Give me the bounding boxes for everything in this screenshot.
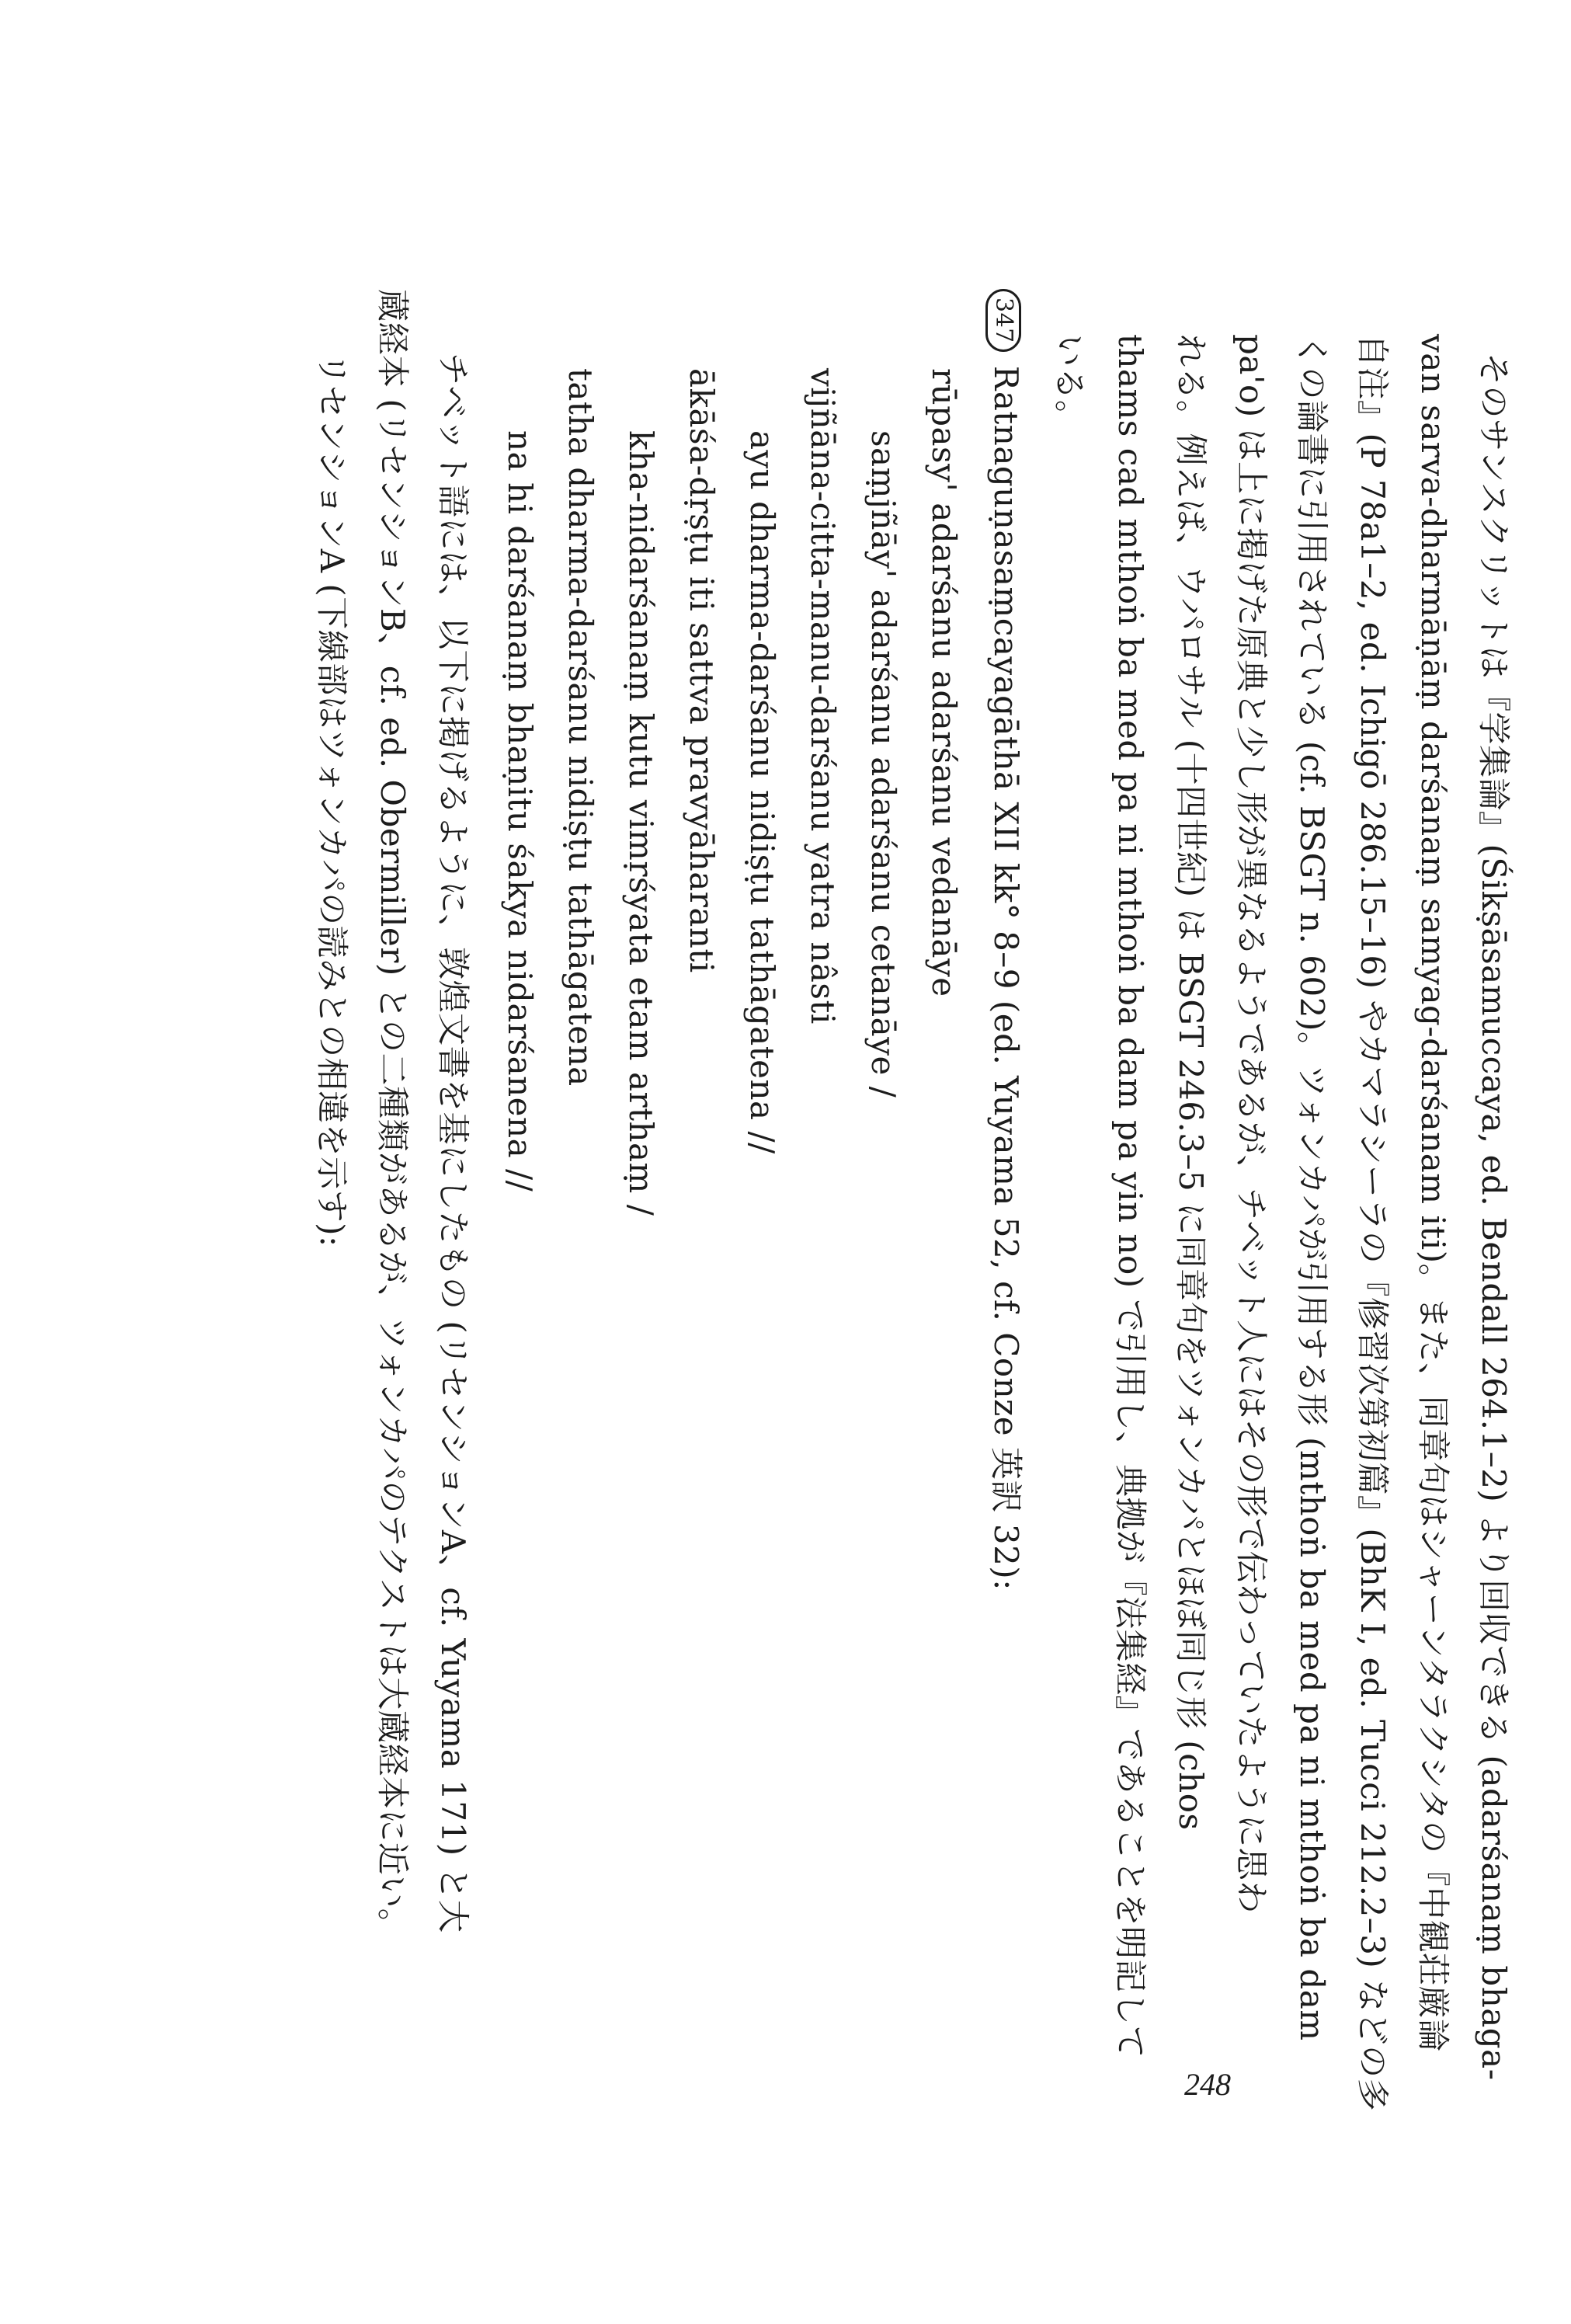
- paragraph-1-line-5: pa'o) は上に掲げた原典と少し形が異なるようであるが、チベット人にはその形で伝わっていたように思わ: [1232, 334, 1270, 1914]
- paragraph-1-line-1: そのサンスクリットは『学集論』(Śikṣāsamuccaya, ed. Bendall 264.1–2) より回収できる (adarśanaṃ bhaga-: [1475, 353, 1513, 2081]
- note-347-title: Ratnaguṇasaṃcayagāthā XII kk° 8–9 (ed. Yuyama 52, cf. Conze 英訳 32):: [987, 365, 1025, 1591]
- paragraph-1-line-2: van sarva-dharmāṇāṃ darśanaṃ samyag-darśanam iti)。また、同章句はシャーンタラクシタの『中観荘厳論: [1414, 334, 1452, 2052]
- verse-line-5: ākāśa-dṛṣṭu iti sattva pravyāharanti: [683, 368, 721, 973]
- paragraph-1-line-8: いる。: [1051, 334, 1089, 433]
- verse-line-7: tatha dharma-darśanu nidiṣṭu tathāgatena: [561, 368, 600, 1087]
- paragraph-2-line-3: リセンションA (下線部はツォンカパの読みとの相違を示す):: [313, 353, 351, 1247]
- paragraph-2-line-1: チベット語には、以下に掲げるように、敦煌文書を基にしたもの (リセンションA、cf. Yuyama 171) と大: [434, 353, 472, 1933]
- verse-line-4: ayu dharma-darśanu nidiṣṭu tathāgatena //: [743, 430, 781, 1154]
- note-347-heading: [981, 289, 1031, 1591]
- verse-line-2: saṃjñāy' adarśanu adarśanu cetanāye /: [864, 430, 902, 1098]
- paragraph-1-line-6: れる。例えば、ウパロサル (十四世紀) は BSGT 246.3–5 に同章句をツォンカパとほぼ同じ形 (chos: [1172, 334, 1210, 1831]
- verse-line-6: kha-nidarśanaṃ kutu vimṛśyata etam arthaṃ /: [622, 430, 660, 1216]
- paragraph-1-line-3: 自注』(P 78a1–2, ed. Ichigō 286.15–16) やカマラシーラの『修習次第初篇』(BhK I, ed. Tucci 212.2–3) などの多: [1354, 334, 1392, 2112]
- paragraph-1-line-7: thams cad mthoṅ ba med pa ni mthoṅ ba dam pa yin no) で引用し、典拠が『法集経』であることを明記して: [1111, 334, 1149, 2058]
- note-number-marker: 347: [985, 289, 1021, 352]
- verse-line-1: rūpasy' adarśanu adarśanu vedanāye: [925, 368, 963, 997]
- verse-line-3: vijñāna-citta-manu-darśanu yatra nâsti: [804, 368, 842, 1025]
- paragraph-1-line-4: くの論書に引用されている (cf. BSGT n. 602)。ツォンカパが引用する形 (mthoṅ ba med pa ni mthoṅ ba dam: [1293, 334, 1331, 2041]
- page-number: 248: [1184, 2067, 1231, 2102]
- paragraph-2-line-2: 蔵経本 (リセンションB、cf. ed. Obermiller) との二種類があるが、ツォンカパのテクストは大蔵経本に近い。: [374, 289, 412, 1942]
- verse-line-8: na hi darśanaṃ bhaṇitu śakya nidarśanena //: [501, 430, 539, 1192]
